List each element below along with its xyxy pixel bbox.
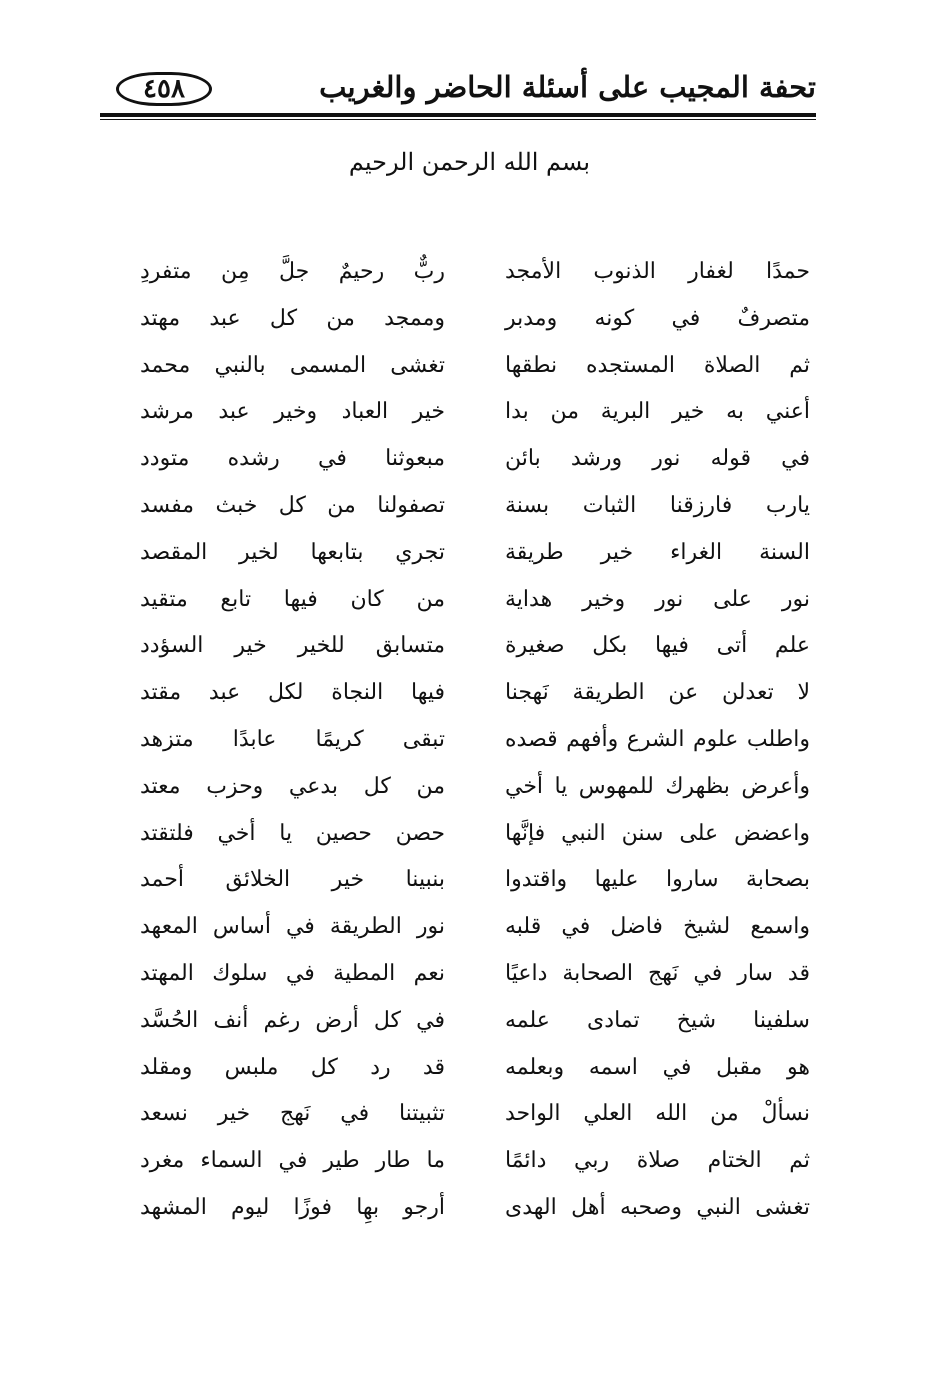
verse [140,1094,810,1141]
verse [140,1141,810,1188]
verse-first-hemistich: واسمع لشيخ فاضل في قلبه [505,914,810,940]
verse-second-hemistich: تصفولنا من كل خبث مفسد [140,492,445,518]
verse [140,1048,810,1095]
verse-second-hemistich: في كل أرض رغم أنف الحُسَّد [140,1007,445,1033]
verse-second-hemistich: خير العباد وخير عبد مرشد [140,399,445,425]
verse-first-hemistich: في قوله نور ورشد بائن [505,446,810,472]
verse-first-hemistich: بصحابة ساروا عليها واقتدوا [505,867,810,893]
verse-second-hemistich: مبعوثنا في رشده متودد [140,446,445,472]
basmala: بسم الله الرحمن الرحيم [348,148,591,176]
page-header [100,68,816,112]
verse-first-hemistich: متصرفٌ في كونه ومدبر [505,305,810,331]
verse-first-hemistich: ثم الصلاة المستجده نطقها [505,352,810,378]
verse-first-hemistich: لا تعدلن عن الطريقة نَهجنا [505,680,810,706]
verse-second-hemistich: وممجد من كل عبد مهتد [140,305,445,331]
verse-second-hemistich: ربٌّ رحيمٌ جلَّ مِن متفردِ [140,259,445,284]
verse-second-hemistich: تجري بتابعها لخير المقصد [140,539,445,565]
verse-second-hemistich: ما طار طير في السماء مغرد [140,1148,445,1174]
header-rule [100,113,816,117]
verse-second-hemistich: نور الطريقة في أساس المعهد [140,914,445,940]
verse-first-hemistich: السنة الغراء خير طريقة [505,539,810,565]
page-number: ٤٥٨ [116,72,212,106]
verse [140,626,810,673]
book-title: تحفة المجيب على أسئلة الحاضر والغريب [319,70,816,104]
verse [140,533,810,580]
verse-first-hemistich: نور على نور وخير هداية [505,586,810,612]
verse-second-hemistich: متسابق للخير خير السؤدد [140,633,445,659]
verse-first-hemistich: ثم الختام صلاة ربي دائمًا [505,1148,810,1174]
verse-first-hemistich: هو مقبل في اسمه وبعلمه [505,1054,810,1080]
verse [140,767,810,814]
verse [140,439,810,486]
verse-first-hemistich: علم أتى فيها بكل صغيرة [505,633,810,659]
verse [140,486,810,533]
verse [140,954,810,1001]
poem [140,252,810,1235]
verse [140,1001,810,1048]
verse-second-hemistich: بنبينا خير الخلائق أحمد [140,867,445,893]
verse-first-hemistich: قد سار في نَهج الصحابة داعيًا [505,960,810,986]
header-rule-thin [100,119,816,120]
verse-second-hemistich: تبقى كريمًا عابدًا متزهد [140,726,445,752]
verse-first-hemistich: سلفينا شيخ تمادى علمه [505,1007,810,1033]
verse [140,673,810,720]
verse [140,1188,810,1235]
verse-second-hemistich: أرجو بهِا فوزًا ليوم المشهد [140,1194,445,1220]
verse-first-hemistich: واطلب علوم الشرع وأفهم قصده [505,726,810,752]
verse [140,580,810,627]
verse-first-hemistich: واعضض على سنن النبي فإنَّها [505,820,810,846]
verse-second-hemistich: تثبيتنا في نَهج خير نسعد [140,1101,445,1127]
verse [140,252,810,299]
verse [140,720,810,767]
verse-second-hemistich: تغشى المسمى بالنبي محمد [140,352,445,378]
verse [140,346,810,393]
verse-first-hemistich: نسألْ من الله العلي الواحد [505,1101,810,1127]
verse-second-hemistich: حصن حصين يا أخي فلتقتد [140,820,445,846]
verse-first-hemistich: حمدًا لغفار الذنوب الأمجد [505,259,810,284]
verse-second-hemistich: فيها النجاة لكل عبد مقتد [140,680,445,706]
verse [140,907,810,954]
verse [140,299,810,346]
verse-first-hemistich: يارب فارزقنا الثبات بسنة [505,492,810,518]
verse-first-hemistich: وأعرض بظهرك للمهوس يا أخي [505,773,810,799]
verse [140,860,810,907]
verse-second-hemistich: قد رد كل ملبس ومقلد [140,1054,445,1080]
verse [140,392,810,439]
verse-first-hemistich: أعني به خير البرية من بدا [505,399,810,425]
verse-second-hemistich: من كل بدعي وحزب معتد [140,773,445,799]
verse-first-hemistich: تغشى النبي وصحبه أهل الهدى [505,1194,810,1220]
verse [140,814,810,861]
verse-second-hemistich: من كان فيها تابع متقيد [140,586,445,612]
verse-second-hemistich: نعم المطية في سلوك المهتد [140,960,445,986]
